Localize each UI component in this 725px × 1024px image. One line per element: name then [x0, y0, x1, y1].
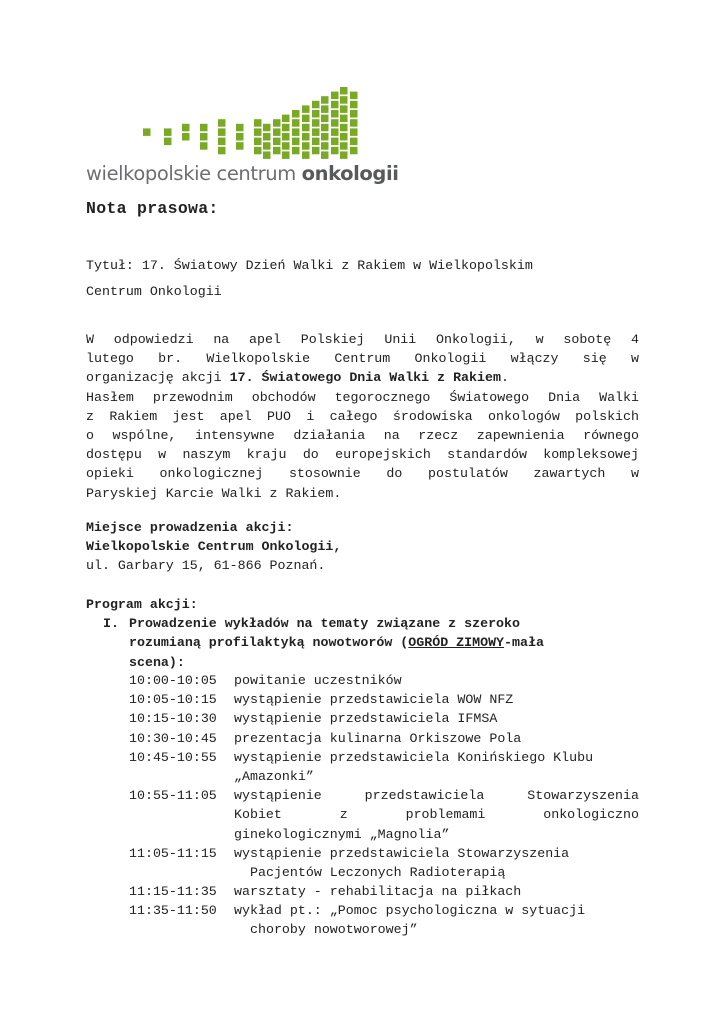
logo-square	[292, 128, 300, 136]
logo-square	[218, 147, 226, 155]
schedule-time: 10:45-10:55	[129, 749, 217, 765]
intro-paragraph	[86, 330, 639, 503]
place-address: ul. Garbary 15, 61-866 Poznań.	[86, 558, 326, 574]
schedule-time: 10:55-11:05	[129, 788, 217, 804]
schedule-item	[129, 901, 639, 920]
logo-square	[350, 147, 358, 155]
logo-square	[340, 115, 348, 123]
schedule-item	[129, 748, 639, 767]
logo-square	[236, 142, 244, 150]
schedule-time: 10:05-10:15	[129, 692, 217, 708]
logo-square	[263, 142, 271, 150]
intro-line: Paryskiej Karcie Walki z Rakiem.	[86, 485, 342, 501]
logo-square	[312, 147, 320, 155]
logo-square	[263, 133, 271, 141]
logo-text-bold: onkologii	[301, 162, 399, 185]
title-block	[86, 256, 639, 301]
logo-square	[312, 110, 320, 118]
logo-square	[321, 124, 329, 132]
logo	[86, 84, 399, 194]
intro-line: z Rakiem jest apel PUO i całego środowiska onkologów polskich	[86, 408, 639, 424]
intro-line: dostępu w naszym kraju do europejskich standardów kompleksowej	[86, 447, 639, 463]
logo-square	[302, 142, 310, 150]
logo-square	[350, 92, 358, 100]
logo-square	[331, 110, 339, 118]
logo-square	[340, 133, 348, 141]
schedule-item	[129, 844, 639, 863]
logo-square	[350, 110, 358, 118]
logo-square	[282, 124, 290, 132]
schedule-text: wystąpienie przedstawiciela Konińskiego Klubu	[234, 749, 594, 765]
intro-line: lutego br. Wielkopolskie Centrum Onkologii włączy się w	[86, 351, 639, 367]
schedule-item	[129, 882, 639, 901]
schedule-item	[129, 709, 639, 728]
schedule-time: 11:35-11:50	[129, 903, 217, 919]
logo-square	[182, 124, 190, 132]
logo-square	[312, 101, 320, 109]
logo-square	[292, 110, 300, 118]
logo-square	[331, 119, 339, 127]
logo-square	[282, 151, 290, 159]
title-line-2: Centrum Onkologii	[86, 284, 222, 300]
logo-square	[340, 151, 348, 159]
logo-square	[164, 138, 172, 146]
program-section	[86, 614, 639, 672]
logo-square	[263, 124, 271, 132]
logo-square	[200, 124, 208, 132]
title-line-1: Tytuł: 17. Światowy Dzień Walki z Rakiem w Wielkopolskim	[86, 258, 533, 273]
place-label: Miejsce prowadzenia akcji:	[86, 520, 294, 535]
schedule-text: wystąpienie przedstawiciela IFMSA	[234, 711, 498, 727]
program-block	[86, 595, 639, 672]
schedule-text-continuation: „Amazonki”	[234, 768, 314, 784]
logo-square	[331, 101, 339, 109]
logo-square	[312, 119, 320, 127]
logo-square	[340, 87, 348, 95]
intro-line-event	[86, 368, 639, 387]
logo-square	[254, 138, 262, 146]
schedule-item	[129, 690, 639, 709]
logo-square	[182, 133, 190, 141]
logo-square	[321, 105, 329, 113]
logo-square	[331, 147, 339, 155]
event-name: 17. Światowego Dnia Walki z Rakiem	[229, 370, 501, 386]
schedule-time: 11:05-11:15	[129, 845, 217, 861]
logo-square	[254, 128, 262, 136]
logo-square	[302, 151, 310, 159]
logo-square	[321, 142, 329, 150]
schedule-text: powitanie uczestników	[234, 673, 402, 688]
logo-square	[340, 142, 348, 150]
logo-square	[321, 133, 329, 141]
logo-square	[331, 138, 339, 146]
logo-square	[282, 133, 290, 141]
logo-square	[218, 128, 226, 136]
schedule-item	[129, 729, 639, 748]
logo-square	[273, 119, 281, 127]
logo-square	[218, 119, 226, 127]
logo-square	[218, 138, 226, 146]
schedule-text: warsztaty - rehabilitacja na piłkach	[234, 884, 522, 900]
logo-square	[302, 124, 310, 132]
logo-square	[350, 119, 358, 127]
logo-square	[321, 115, 329, 123]
schedule-text: wystąpienie przedstawiciela WOW NFZ	[234, 692, 514, 708]
logo-text-light: wielkopolskie centrum	[86, 162, 302, 185]
logo-wordmark	[86, 162, 399, 185]
intro-line-prefix: organizację akcji	[86, 370, 230, 386]
intro-line: o wspólne, intensywne działania na rzecz zapewnienia równego	[86, 427, 639, 443]
schedule-time: 10:00-10:05	[129, 673, 217, 688]
section-title-line: Prowadzenie wykładów na tematy związane z szeroko	[129, 616, 520, 632]
section-title-line: scena):	[129, 654, 185, 670]
logo-square	[200, 142, 208, 150]
schedule-list	[129, 671, 639, 940]
section-title-suffix: -mała	[504, 635, 544, 651]
intro-line: opieki onkologicznej stosownie do postulatów zawartych w	[86, 466, 639, 482]
program-label: Program akcji:	[86, 597, 198, 612]
schedule-text-continuation: Kobiet z problemami onkologiczno	[234, 807, 639, 823]
section-title-prefix: rozumianą profilaktyką nowotworów (	[129, 635, 409, 651]
logo-square	[282, 115, 290, 123]
intro-line: W odpowiedzi na apel Polskiej Unii Onkologii, w sobotę 4	[86, 332, 639, 347]
intro-line: Hasłem przewodnim obchodów tegorocznego Światowego Dnia Walki	[86, 389, 639, 405]
schedule-time: 10:15-10:30	[129, 711, 217, 727]
logo-square	[292, 119, 300, 127]
logo-square	[321, 96, 329, 104]
logo-square	[273, 128, 281, 136]
logo-square	[340, 105, 348, 113]
logo-grid-icon	[86, 84, 368, 164]
logo-square	[350, 101, 358, 109]
logo-square	[312, 128, 320, 136]
logo-square	[350, 138, 358, 146]
section-numeral: I.	[103, 616, 119, 632]
schedule-text: wystąpienie przedstawiciela Stowarzyszenia	[234, 845, 570, 861]
schedule-item	[129, 671, 639, 690]
schedule-time: 10:30-10:45	[129, 730, 217, 746]
schedule-text-continuation: ginekologicznymi „Magnolia”	[234, 826, 450, 842]
logo-square	[350, 128, 358, 136]
venue-label: OGRÓD ZIMOWY	[408, 635, 505, 651]
logo-square	[254, 119, 262, 127]
schedule-text: wykład pt.: „Pomoc psychologiczna w sytuacji	[234, 903, 586, 919]
logo-square	[263, 151, 271, 159]
page-heading: Nota prasowa:	[86, 199, 219, 218]
schedule-text-continuation: Pacjentów Leczonych Radioterapią	[250, 864, 506, 880]
logo-square	[236, 124, 244, 132]
logo-square	[282, 142, 290, 150]
logo-square	[164, 128, 172, 136]
schedule-time: 11:15-11:35	[129, 884, 217, 900]
place-name: Wielkopolskie Centrum Onkologii,	[86, 539, 342, 555]
logo-square	[321, 151, 329, 159]
logo-square	[200, 133, 208, 141]
logo-square	[340, 96, 348, 104]
logo-square	[302, 133, 310, 141]
schedule-text-continuation: choroby nowotworowej”	[250, 922, 418, 938]
schedule-item	[129, 786, 639, 805]
logo-square	[254, 147, 262, 155]
logo-square	[331, 128, 339, 136]
logo-square	[312, 138, 320, 146]
logo-square	[292, 138, 300, 146]
logo-square	[340, 124, 348, 132]
logo-square	[273, 147, 281, 155]
section-title-line	[129, 633, 639, 652]
logo-square	[236, 133, 244, 141]
logo-square	[292, 147, 300, 155]
schedule-text: wystąpienie przedstawiciela Stowarzyszenia	[234, 788, 639, 804]
schedule-text: prezentacja kulinarna Orkiszowe Pola	[234, 730, 522, 746]
logo-square	[302, 115, 310, 123]
logo-square	[302, 105, 310, 113]
intro-line-suffix: .	[500, 370, 509, 386]
logo-square	[273, 138, 281, 146]
place-block	[86, 518, 639, 576]
logo-square	[331, 92, 339, 100]
logo-square	[143, 128, 151, 136]
